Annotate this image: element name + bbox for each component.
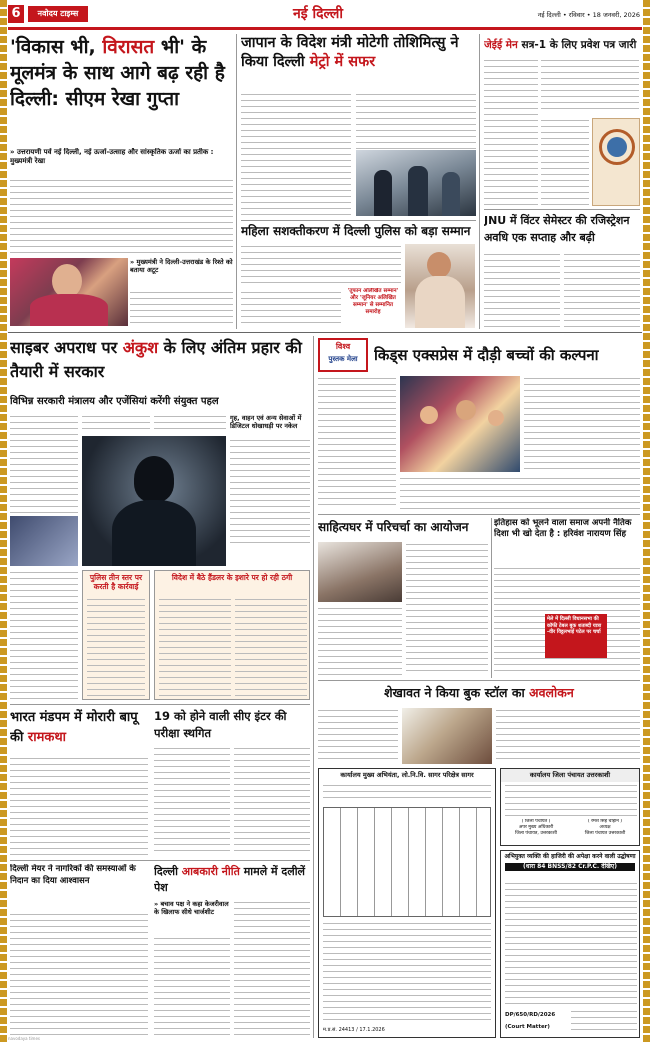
delhi-mayor-body — [10, 912, 148, 1038]
shekhawat-photo — [402, 708, 492, 764]
col-divider-3 — [313, 336, 314, 1038]
book-fair-logo — [318, 338, 368, 372]
cyber-side-head: गृह, वाहन एवं अन्य सेवाओं में डिजिटल धोखाधड़ी पर नकेल — [230, 414, 302, 430]
jee-body-1 — [484, 58, 538, 206]
woman-body-shape — [415, 276, 465, 328]
mahila-body-1 — [241, 244, 401, 286]
pwd-footer: म.प्र.सं. 24413 / 17.1.2026 — [323, 1027, 385, 1033]
right-border — [643, 0, 650, 1043]
excise-headline-part1: दिल्ली — [154, 865, 182, 878]
bharat-headline — [10, 708, 148, 752]
top-section-rule — [8, 332, 642, 333]
nta-seal-center — [607, 137, 627, 157]
cyber-subhead: विभिन्न सरकारी मंत्रालय और एजेंसियां करेंगी संयुक्त पहल — [10, 396, 219, 407]
zila-sign-right — [573, 819, 637, 845]
col-divider-1 — [236, 34, 237, 329]
zila-title: कार्यालय जिला पंचायत उत्तरकाशी — [501, 769, 639, 782]
kids-photo — [400, 376, 520, 472]
shekhawat-headline-accent: अवलोकन — [529, 685, 574, 700]
child-face-shape — [456, 400, 476, 420]
court-signature-block — [571, 1009, 637, 1035]
lead-headline-part2: भी' के मूलमंत्र के साथ आगे बढ़ रही है दिल्ली: सीएम रेखा गुप्ता — [10, 36, 225, 110]
cyber-bottom-rule — [10, 704, 310, 705]
kids-body-1 — [318, 376, 396, 510]
cyber-body-4 — [230, 438, 310, 548]
cyber-body-3 — [154, 414, 226, 434]
page-number: 6 — [8, 5, 24, 23]
excise-body-1 — [154, 936, 230, 1038]
kids-bottom-rule — [318, 514, 640, 515]
cyber-body-5 — [10, 570, 78, 700]
japan-headline — [241, 34, 476, 90]
zila-sign-line: जिला पंचायत उत्तरकाशी — [584, 831, 626, 836]
hooded-figure-shape — [134, 456, 174, 502]
jee-headline-accent: जेईई मेन — [484, 39, 518, 51]
sahitya-body-2 — [406, 542, 488, 676]
excise-headline — [154, 864, 310, 898]
delhi-mayor-headline: दिल्ली मेयर ने नागरिकों की समस्याओं के निदान का दिया आश्वासन — [10, 864, 136, 886]
watermark: navodaya times — [8, 1036, 41, 1041]
nineteen-headline: 19 को होने वाली सीए इंटर की परीक्षा स्थगित — [154, 709, 287, 740]
shekhawat-body-1 — [318, 708, 398, 764]
itihas-photo-caption-box — [545, 614, 607, 658]
japan-body-1 — [241, 92, 351, 218]
bharat-headline-part1: भारत मंडपम में मोरारी बापू की — [10, 710, 138, 745]
court-section: (धारा 84 BNSS/82 Cr.P.C. देखिए) — [505, 863, 635, 871]
excise-subhead: » बचाव पक्ष ने कहा केजरीवाल के खिलाफ सीधे चार्जशीट — [154, 900, 229, 916]
itihas-headline: इतिहास को भूलने वाला समाज अपनी नैतिक दिशा भी खो देता है : हरिवंश नारायण सिंह — [494, 518, 632, 539]
person-shape — [374, 170, 392, 216]
lead-body-2 — [130, 290, 233, 326]
kids-body-3 — [400, 476, 640, 510]
mahila-photo — [405, 244, 475, 328]
nineteen-body-2 — [234, 746, 310, 856]
excise-headline-part2: मामले में दलीलें पेश — [154, 865, 306, 894]
jnu-body-2 — [564, 252, 640, 328]
woman-face-shape — [427, 252, 451, 278]
court-body — [505, 881, 637, 1005]
lead-headline — [10, 34, 235, 146]
bharat-headline-accent: रामकथा — [27, 730, 67, 745]
zila-panchayat-ad — [500, 768, 640, 846]
japan-body-2 — [356, 92, 476, 152]
mid-right-rule — [318, 680, 640, 681]
nineteen-body-1 — [154, 746, 230, 856]
mahila-headline: महिला सशक्तीकरण में दिल्ली पुलिस को बड़ा सम्मान — [241, 224, 471, 238]
col-divider-4 — [491, 518, 492, 678]
lead-photo-caption: » मुख्यमंत्री ने दिल्ली-उत्तराखंड के रिश्ते को बताया अटूट — [130, 258, 233, 274]
person-shape — [442, 172, 460, 216]
court-proclamation-ad — [500, 850, 640, 1038]
zila-sign-line: अध्यक्ष — [599, 825, 611, 830]
cm-shawl-shape — [30, 294, 108, 326]
mahila-quote: 'तूफान अलिखित सम्मान' और 'जूनियर अलिखित सम्मान' से सम्मानित समारोह — [347, 288, 399, 315]
zila-sign-line: अपर मुख्य अधिकारी — [518, 825, 554, 830]
abroad-box — [154, 570, 310, 700]
japan-metro-photo — [356, 150, 476, 216]
jee-body-2 — [541, 58, 639, 114]
pwd-table — [323, 807, 491, 917]
police-box-body — [87, 597, 145, 697]
left-border — [0, 0, 7, 1043]
cyber-body-2 — [82, 414, 150, 434]
pwd-tender-ad — [318, 768, 496, 1038]
zila-sign-line: ( जिला पंचायत ) — [521, 819, 551, 824]
dateline: नई दिल्ली • रविवार • 18 जनवरी, 2026 — [537, 11, 640, 19]
sahitya-photo — [318, 542, 402, 602]
shekhawat-body-2 — [496, 708, 640, 764]
zila-sign-line: ( रमेश सिंह चौहान ) — [587, 819, 623, 824]
pwd-intro — [323, 783, 491, 803]
zila-body — [505, 783, 637, 817]
lead-body — [10, 178, 233, 256]
police-box — [82, 570, 150, 700]
itihas-photo-caption: मेले में दिल्ली विधानसभा की कॉफी टेबल बुक शताब्दी यात्रा -वीर विट्ठलभाई पटेल पर चर्चा — [547, 616, 602, 635]
masthead — [8, 4, 642, 26]
jnu-body-1 — [484, 252, 560, 328]
cyber-headline-part2: के लिए अंतिम प्रहार की तैयारी में सरकार — [10, 338, 302, 381]
book-fair-logo-line2: पुस्तक मेला — [328, 355, 358, 363]
cyber-laptop-photo — [10, 516, 78, 566]
japan-headline-accent: मेट्रो में सफर — [309, 54, 376, 70]
lead-photo — [10, 258, 128, 326]
cyber-hacker-photo — [82, 436, 226, 566]
zila-sign-left — [505, 819, 567, 845]
court-ref: DP/650/RD/2026 — [505, 1012, 556, 1018]
mid-left-rule — [10, 860, 310, 861]
lead-headline-accent: विरासत — [102, 36, 155, 58]
cyber-headline — [10, 336, 310, 390]
bharat-body — [10, 756, 148, 856]
pwd-title: कार्यालय मुख्य अभियंता, लो.नि.वि. सागर परिक्षेत्र सागर — [340, 771, 474, 779]
lead-subhead: » उत्तरायणी पर्व नई दिल्ली, नई ऊर्जा-उत्साह और सांस्कृतिक ऊर्जा का प्रतीक : मुख्यमंत्री रेखा — [10, 148, 214, 165]
cm-face-shape — [52, 264, 82, 298]
abroad-box-head: विदेश में बैठे हैंडलर के इशारे पर हो रही ठगी — [171, 573, 293, 582]
masthead-rule — [8, 27, 642, 30]
excise-body-2 — [234, 900, 310, 1038]
child-face-shape — [420, 406, 438, 424]
kids-body-2 — [524, 376, 640, 472]
sahitya-headline: साहित्यघर में परिचर्चा का आयोजन — [318, 520, 469, 534]
paper-name: नवोदय टाइम्स — [28, 6, 88, 22]
book-fair-logo-line1: विश्व — [335, 342, 351, 351]
child-face-shape — [488, 410, 504, 426]
cyber-headline-accent: अंकुश — [122, 338, 159, 357]
court-tag: (Court Matter) — [505, 1024, 550, 1030]
jee-headline — [484, 36, 640, 56]
jee-bottom-rule — [484, 209, 640, 210]
jnu-headline: JNU में विंटर सेमेस्टर की रजिस्ट्रेशन अवधि एक सप्ताह और बढ़ी — [484, 214, 630, 244]
excise-headline-accent: आबकारी नीति — [181, 865, 240, 878]
shekhawat-headline — [318, 684, 640, 704]
sahitya-body-1 — [318, 606, 402, 676]
court-title: अभियुक्त व्यक्ति की हाजिरी की अपेक्षा करने वाली उद्घोषणा — [504, 853, 636, 860]
pwd-notes — [323, 921, 491, 1021]
abroad-box-body-2 — [235, 597, 307, 697]
abroad-box-body-1 — [159, 597, 231, 697]
kids-headline: किड्स एक्सप्रेस में दौड़ी बच्चों की कल्पना — [374, 346, 599, 364]
person-shape — [408, 166, 428, 216]
cyber-headline-part1: साइबर अपराध पर — [10, 338, 123, 357]
hooded-body-shape — [112, 500, 196, 566]
lead-headline-part1: 'विकास भी, — [10, 36, 103, 58]
shekhawat-headline-part1: शेखावत ने किया बुक स्टॉल का — [384, 685, 530, 700]
japan-bottom-rule — [241, 220, 476, 221]
col-divider-2 — [479, 34, 480, 329]
jee-headline-rest: सत्र-1 के लिए प्रवेश पत्र जारी — [517, 39, 637, 51]
jee-body-3 — [541, 118, 589, 206]
nta-logo — [592, 118, 640, 206]
section-title: नई दिल्ली — [292, 6, 343, 22]
japan-headline-part1: जापान के विदेश मंत्री मोटेगी तोशिमित्सु ने किया दिल्ली — [241, 35, 459, 70]
cyber-body-1 — [10, 414, 78, 514]
mahila-body-2 — [241, 290, 341, 326]
zila-sign-line: जिला पंचायत, उत्तरकाशी — [515, 831, 557, 836]
police-box-head: पुलिस तीन स्तर पर करती है कार्रवाई — [89, 573, 143, 591]
